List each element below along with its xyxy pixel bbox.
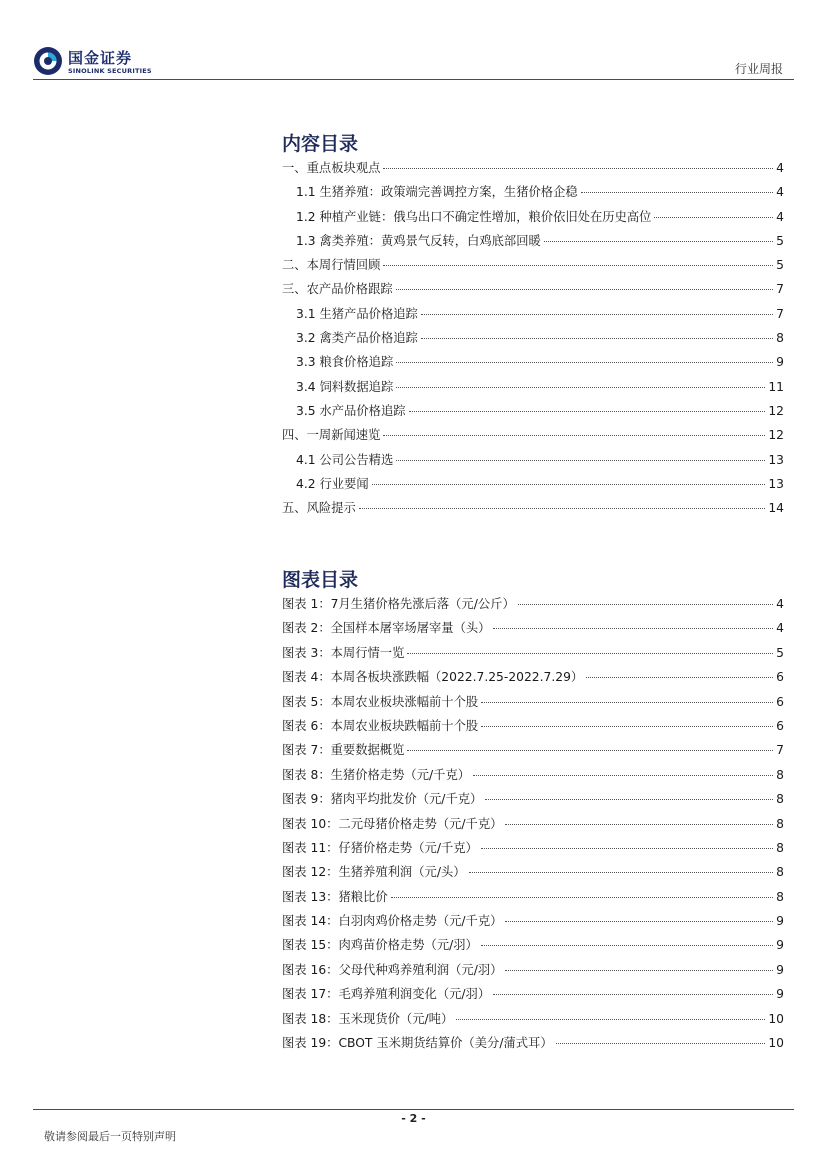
- figure-entry-page: 6: [776, 694, 784, 709]
- header-divider: [33, 79, 794, 80]
- toc-entry-label: 四、一周新闻速览: [282, 428, 381, 443]
- figure-entry-page: 8: [776, 792, 784, 807]
- dot-leader: [493, 994, 773, 995]
- toc-entry-page: 12: [768, 403, 784, 418]
- toc-entry-page: 7: [776, 282, 784, 297]
- contents-title: 内容目录: [282, 133, 359, 155]
- dot-leader: [581, 192, 773, 193]
- page-header: [0, 0, 827, 82]
- figure-entry-page: 4: [776, 597, 784, 611]
- dot-leader: [372, 484, 766, 485]
- toc-entry[interactable]: [282, 474, 784, 498]
- toc-entry[interactable]: [282, 279, 784, 303]
- toc-entry-page: 13: [768, 452, 784, 467]
- figure-entry-page: 10: [768, 1011, 784, 1026]
- dot-leader: [473, 775, 773, 776]
- figure-entry[interactable]: [282, 1033, 784, 1057]
- toc-entry[interactable]: [282, 352, 784, 376]
- figure-entry[interactable]: [282, 740, 784, 764]
- dot-leader: [396, 387, 765, 388]
- figure-entry[interactable]: [282, 960, 784, 984]
- figure-entry[interactable]: [282, 862, 784, 886]
- toc-entry-page: 13: [768, 476, 784, 491]
- dot-leader: [407, 750, 773, 751]
- toc-entry-label: 3.2 禽类产品价格追踪: [296, 331, 418, 346]
- toc-entry-page: 4: [776, 209, 784, 224]
- dot-leader: [421, 314, 773, 315]
- figure-entry-label: 图表 8：生猪价格走势（元/千克）: [282, 767, 471, 782]
- dot-leader: [469, 872, 774, 873]
- toc-entry-label: 1.2 种植产业链：俄乌出口不确定性增加，粮价依旧处在历史高位: [296, 209, 652, 224]
- dot-leader: [485, 799, 773, 800]
- figure-entry-page: 8: [776, 816, 784, 831]
- figure-entry-page: 9: [776, 914, 784, 929]
- figure-entry-page: 8: [776, 840, 784, 855]
- dot-leader: [383, 168, 773, 169]
- sinolink-logo-icon: [33, 46, 63, 76]
- figure-entry-label: 图表 9：猪肉平均批发价（元/千克）: [282, 792, 483, 807]
- dot-leader: [391, 897, 774, 898]
- figure-entry[interactable]: [282, 1009, 784, 1033]
- dot-leader: [481, 848, 773, 849]
- figures-title: 图表目录: [282, 569, 359, 591]
- figure-entry[interactable]: [282, 814, 784, 838]
- figure-entry[interactable]: [282, 911, 784, 935]
- figure-entry-label: 图表 16：父母代种鸡养殖利润（元/羽）: [282, 962, 503, 977]
- toc-entry-label: 3.4 饲料数据追踪: [296, 379, 394, 394]
- toc-entry[interactable]: [282, 207, 784, 231]
- figure-entry-label: 图表 12：生猪养殖利润（元/头）: [282, 865, 466, 880]
- figure-entry-page: 7: [776, 743, 784, 758]
- toc-entry[interactable]: [282, 328, 784, 352]
- company-logo: [33, 46, 173, 80]
- toc-entry-page: 4: [776, 161, 784, 175]
- toc-entry-label: 1.3 禽类养殖：黄鸡景气反转，白鸡底部回暖: [296, 233, 541, 248]
- figure-entry-label: 图表 3：本周行情一览: [282, 645, 405, 660]
- toc-entry-page: 5: [776, 233, 784, 248]
- dot-leader: [505, 921, 773, 922]
- toc-entry-label: 4.2 行业要闻: [296, 476, 369, 491]
- figure-entry[interactable]: [282, 765, 784, 789]
- dot-leader: [383, 435, 765, 436]
- figure-entry-page: 6: [776, 670, 784, 685]
- toc-entry[interactable]: [282, 450, 784, 474]
- figure-entry-label: 图表 19：CBOT 玉米期货结算价（美分/蒲式耳）: [282, 1036, 553, 1051]
- figure-entry[interactable]: [282, 789, 784, 813]
- toc-entry[interactable]: [282, 498, 784, 522]
- dot-leader: [586, 677, 773, 678]
- toc-entry[interactable]: [282, 304, 784, 328]
- figure-entry-page: 8: [776, 889, 784, 904]
- toc-entry[interactable]: [282, 255, 784, 279]
- figure-entry-page: 10: [768, 1036, 784, 1051]
- toc-entry-page: 5: [776, 258, 784, 273]
- figure-entry-page: 4: [776, 621, 784, 636]
- footer-divider: [33, 1109, 794, 1110]
- dot-leader: [396, 460, 765, 461]
- dot-leader: [556, 1043, 766, 1044]
- figure-entry-label: 图表 1：7月生猪价格先涨后落（元/公斤）: [282, 597, 515, 611]
- dot-leader: [396, 362, 773, 363]
- toc-entry-label: 4.1 公司公告精选: [296, 452, 394, 467]
- dot-leader: [505, 970, 773, 971]
- figure-entry-label: 图表 5：本周农业板块涨幅前十个股: [282, 694, 479, 709]
- dot-leader: [481, 945, 773, 946]
- figure-entry[interactable]: [282, 692, 784, 716]
- dot-leader: [383, 265, 773, 266]
- toc-entry[interactable]: [282, 231, 784, 255]
- figure-entry-label: 图表 14：白羽肉鸡价格走势（元/千克）: [282, 914, 503, 929]
- dot-leader: [396, 289, 773, 290]
- figure-entry-page: 6: [776, 718, 784, 733]
- figure-entry-label: 图表 15：肉鸡苗价格走势（元/羽）: [282, 938, 478, 953]
- figure-entry-page: 5: [776, 645, 784, 660]
- dot-leader: [481, 702, 773, 703]
- toc-entry[interactable]: [282, 401, 784, 425]
- dot-leader: [409, 411, 766, 412]
- figure-entry-label: 图表 2：全国样本屠宰场屠宰量（头）: [282, 621, 491, 636]
- dot-leader: [518, 604, 773, 605]
- figure-entry[interactable]: [282, 887, 784, 911]
- toc-entry-page: 14: [768, 501, 784, 516]
- disclaimer-note: 敬请参阅最后一页特别声明: [44, 1130, 176, 1143]
- dot-leader: [421, 338, 773, 339]
- logo-chinese-name: 国金证券: [68, 49, 133, 67]
- dot-leader: [407, 653, 773, 654]
- figure-entry-label: 图表 10：二元母猪价格走势（元/千克）: [282, 816, 503, 831]
- toc-entry-page: 11: [768, 379, 784, 394]
- dot-leader: [505, 824, 773, 825]
- figure-entry[interactable]: [282, 643, 784, 667]
- list-of-figures: [282, 594, 784, 1057]
- figure-entry-label: 图表 13：猪粮比价: [282, 889, 388, 904]
- figure-entry[interactable]: [282, 594, 784, 618]
- figure-entry-page: 9: [776, 938, 784, 953]
- logo-english-name: SINOLINK SECURITIES: [68, 67, 152, 75]
- dot-leader: [481, 726, 773, 727]
- toc-entry-page: 8: [776, 331, 784, 346]
- toc-entry-page: 12: [768, 428, 784, 443]
- figure-entry-label: 图表 7：重要数据概览: [282, 743, 405, 758]
- figure-entry[interactable]: [282, 935, 784, 959]
- dot-leader: [359, 508, 766, 509]
- toc-entry[interactable]: [282, 425, 784, 449]
- toc-entry-label: 3.1 生猪产品价格追踪: [296, 306, 418, 321]
- dot-leader: [654, 217, 773, 218]
- figure-entry-label: 图表 6：本周农业板块跌幅前十个股: [282, 718, 479, 733]
- figure-entry-label: 图表 11：仔猪价格走势（元/千克）: [282, 840, 478, 855]
- toc-entry-page: 7: [776, 306, 784, 321]
- figure-entry-page: 9: [776, 962, 784, 977]
- figure-entry[interactable]: [282, 667, 784, 691]
- toc-entry-label: 三、农产品价格跟踪: [282, 282, 393, 297]
- figure-entry[interactable]: [282, 984, 784, 1008]
- dot-leader: [493, 628, 773, 629]
- figure-entry-page: 9: [776, 987, 784, 1002]
- dot-leader: [544, 241, 773, 242]
- figure-entry[interactable]: [282, 838, 784, 862]
- figure-entry-label: 图表 4：本周各板块涨跌幅（2022.7.25-2022.7.29）: [282, 670, 584, 685]
- figure-entry-page: 8: [776, 865, 784, 880]
- toc-entry-label: 3.3 粮食价格追踪: [296, 355, 394, 370]
- figure-entry-label: 图表 18：玉米现货价（元/吨）: [282, 1011, 454, 1026]
- toc-entry[interactable]: [282, 182, 784, 206]
- toc-entry-label: 二、本周行情回顾: [282, 258, 381, 273]
- toc-entry-page: 9: [776, 355, 784, 370]
- figure-entry-label: 图表 17：毛鸡养殖利润变化（元/羽）: [282, 987, 491, 1002]
- toc-entry[interactable]: [282, 158, 784, 182]
- toc-entry-label: 1.1 生猪养殖：政策端完善调控方案，生猪价格企稳: [296, 185, 578, 200]
- toc-entry-page: 4: [776, 185, 784, 200]
- report-type-label: 行业周报: [734, 62, 783, 76]
- toc-entry-label: 五、风险提示: [282, 501, 356, 516]
- figure-entry-page: 8: [776, 767, 784, 782]
- page-number: - 2 -: [401, 1112, 426, 1125]
- toc-entry[interactable]: [282, 377, 784, 401]
- table-of-contents: [282, 158, 784, 522]
- figure-entry[interactable]: [282, 618, 784, 642]
- toc-entry-label: 一、重点板块观点: [282, 161, 381, 175]
- figure-entry[interactable]: [282, 716, 784, 740]
- dot-leader: [456, 1019, 765, 1020]
- toc-entry-label: 3.5 水产品价格追踪: [296, 403, 406, 418]
